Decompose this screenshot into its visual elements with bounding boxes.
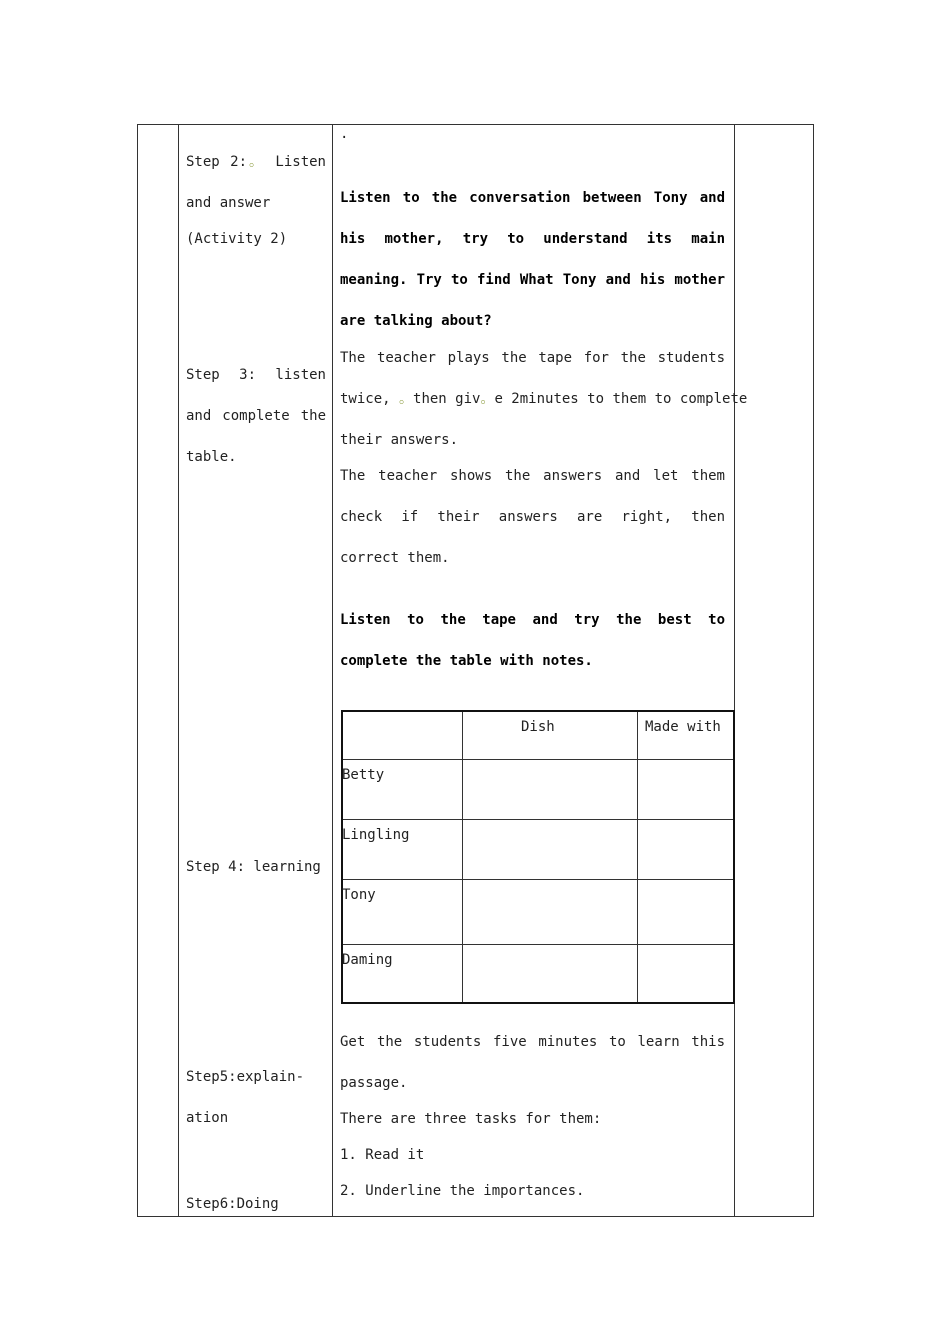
step-3-line-1: Step 3: listen: [186, 367, 326, 383]
paragraph-listen-conversation: [340, 178, 725, 342]
row-label-tony: Tony: [342, 887, 376, 903]
step-6: Step6:Doing: [186, 1196, 279, 1212]
column-divider: [332, 125, 333, 1216]
tasks-intro: There are three tasks for them:: [340, 1111, 602, 1127]
row-divider: [343, 879, 733, 880]
p5-line: Get the students five minutes to learn this: [340, 1034, 725, 1050]
step-2-line-1: Step 2:。 Listen: [186, 154, 326, 170]
p1-line: meaning. Try to find What Tony and his mother: [340, 272, 725, 288]
step-2: [186, 142, 326, 224]
p2-line: their answers.: [340, 432, 459, 448]
column-divider: [178, 125, 179, 1216]
p3-line: check if their answers are right, then: [340, 509, 725, 525]
step-4: Step 4: learning: [186, 859, 321, 875]
row-divider: [343, 819, 733, 820]
paragraph-get-students: [340, 1022, 725, 1104]
task-item: 1. Read it: [340, 1147, 425, 1163]
step-5-line-2: ation: [186, 1110, 229, 1126]
row-label-lingling: Lingling: [342, 827, 410, 843]
paragraph-listen-tape: [340, 600, 725, 682]
p4-line: complete the table with notes.: [340, 653, 593, 669]
p3-line: The teacher shows the answers and let them: [340, 468, 725, 484]
column-divider: [734, 125, 735, 1216]
p3-line: correct them.: [340, 550, 450, 566]
col-divider: [637, 712, 638, 1002]
step-5-line-1: Step5:explain-: [186, 1069, 305, 1085]
notes-table: [341, 710, 735, 1004]
step-3: [186, 355, 326, 478]
p1-line: Listen to the conversation between Tony and: [340, 190, 725, 206]
step-2-line-3: (Activity 2): [186, 231, 288, 247]
row-divider: [343, 759, 733, 760]
col-divider: [462, 712, 463, 1002]
step-3-line-2: and complete the: [186, 408, 326, 424]
header-made-with: Made with: [645, 719, 721, 735]
row-divider: [343, 944, 733, 945]
p2-line: twice, 。then giv。e 2minutes to them to complete: [340, 391, 748, 407]
step-2-line-2: and answer: [186, 195, 271, 211]
bullet-dot: ·: [340, 130, 349, 146]
p4-line: Listen to the tape and try the best to: [340, 612, 725, 628]
p2-line: The teacher plays the tape for the students: [340, 350, 725, 366]
step-3-line-3: table.: [186, 449, 237, 465]
row-label-betty: Betty: [342, 767, 385, 783]
p1-line: his mother, try to understand its main: [340, 231, 725, 247]
header-dish: Dish: [521, 719, 555, 735]
p1-line: are talking about?: [340, 313, 492, 329]
p5-line: passage.: [340, 1075, 408, 1091]
task-item: 2. Underline the importances.: [340, 1183, 585, 1199]
paragraph-teacher-shows: [340, 456, 725, 579]
paragraph-teacher-plays: [340, 338, 748, 461]
row-label-daming: Daming: [342, 952, 393, 968]
